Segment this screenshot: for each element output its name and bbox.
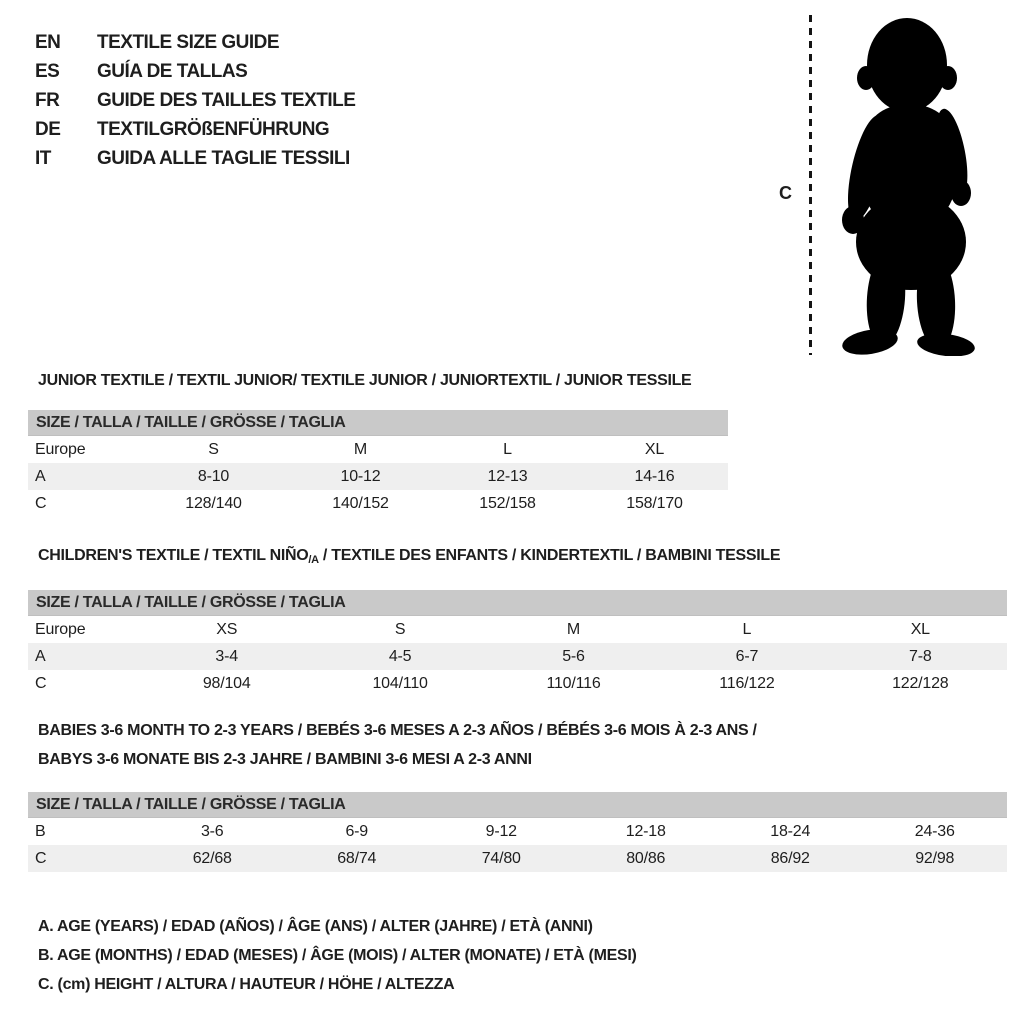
height-cell: 152/158	[479, 494, 536, 512]
height-cell: 86/92	[770, 849, 810, 867]
language-title: TEXTILGRÖßENFÜHRUNG	[97, 118, 330, 140]
height-cell: 122/128	[892, 674, 949, 692]
row-label: C	[35, 849, 47, 867]
language-row-en	[35, 28, 355, 57]
junior-size-table	[28, 410, 728, 517]
language-code: IT	[35, 147, 51, 169]
size-header-bar: SIZE / TALLA / TAILLE / GRÖSSE / TAGLIA	[28, 590, 1007, 616]
height-cell: 110/116	[546, 674, 601, 692]
size-cell: M	[353, 440, 368, 458]
babies-heading-line2: BABYS 3-6 MONATE BIS 2-3 JAHRE / BAMBINI 3-6 MESI A 2-3 ANNI	[38, 751, 532, 768]
height-cell: 158/170	[626, 494, 683, 512]
age-cell: 3-4	[215, 647, 238, 665]
size-header-bar: SIZE / TALLA / TAILLE / GRÖSSE / TAGLIA	[28, 792, 1007, 818]
language-title: TEXTILE SIZE GUIDE	[97, 31, 280, 53]
row-label: C	[35, 494, 47, 512]
table-row-age	[28, 463, 728, 490]
height-cell: 140/152	[332, 494, 389, 512]
language-title: GUIDE DES TAILLES TEXTILE	[97, 89, 356, 111]
language-title: GUIDA ALLE TAGLIE TESSILI	[97, 147, 350, 169]
table-row-age-months	[28, 818, 1007, 845]
children-heading-post: / TEXTILE DES ENFANTS / KINDERTEXTIL / BAMBINI TESSILE	[318, 547, 781, 564]
age-cell: 5-6	[562, 647, 585, 665]
age-cell: 12-18	[625, 822, 666, 840]
babies-size-table	[28, 792, 1007, 872]
age-cell: 6-7	[735, 647, 759, 665]
row-label: Europe	[35, 440, 86, 458]
age-cell: 12-13	[487, 467, 528, 485]
children-heading-pre: CHILDREN'S TEXTILE / TEXTIL NIÑO	[38, 547, 309, 564]
height-cell: 116/122	[719, 674, 775, 692]
table-row-height	[28, 670, 1007, 697]
language-code: FR	[35, 89, 60, 111]
age-cell: 9-12	[485, 822, 517, 840]
row-label: B	[35, 822, 46, 840]
age-cell: 24-36	[914, 822, 955, 840]
language-row-es	[35, 57, 355, 86]
age-cell: 6-9	[345, 822, 369, 840]
age-cell: 8-10	[197, 467, 230, 485]
measurement-legend	[38, 912, 637, 999]
table-row-europe	[28, 436, 728, 463]
height-cell: 74/80	[481, 849, 521, 867]
row-label: C	[35, 674, 47, 692]
age-cell: 4-5	[388, 647, 412, 665]
height-cell: 98/104	[202, 674, 251, 692]
children-section-heading	[38, 541, 780, 572]
babies-section-heading	[38, 716, 757, 774]
table-row-age	[28, 643, 1007, 670]
children-heading-sub: /A	[308, 554, 319, 566]
language-code: DE	[35, 118, 61, 140]
size-cell: S	[208, 440, 219, 458]
language-row-de	[35, 115, 355, 144]
legend-line-b: B. AGE (MONTHS) / EDAD (MESES) / ÂGE (MOIS) / ALTER (MONATE) / ETÀ (MESI)	[38, 947, 637, 964]
height-cell: 128/140	[185, 494, 242, 512]
height-cell: 62/68	[192, 849, 232, 867]
size-cell: XL	[910, 620, 930, 638]
size-cell: XS	[216, 620, 238, 638]
language-list	[35, 28, 355, 173]
babies-heading-line1: BABIES 3-6 MONTH TO 2-3 YEARS / BEBÉS 3-6 MESES A 2-3 AÑOS / BÉBÉS 3-6 MOIS À 2-3 ANS /	[38, 722, 757, 739]
age-cell: 7-8	[909, 647, 932, 665]
size-cell: L	[503, 440, 512, 458]
row-label: Europe	[35, 620, 86, 638]
table-row-height	[28, 845, 1007, 872]
size-header-bar: SIZE / TALLA / TAILLE / GRÖSSE / TAGLIA	[28, 410, 728, 436]
age-cell: 3-6	[200, 822, 224, 840]
language-title: GUÍA DE TALLAS	[97, 60, 248, 82]
size-cell: S	[394, 620, 406, 638]
size-cell: L	[742, 620, 752, 638]
junior-section-heading: JUNIOR TEXTILE / TEXTIL JUNIOR/ TEXTILE JUNIOR / JUNIORTEXTIL / JUNIOR TESSILE	[38, 372, 692, 389]
language-code: EN	[35, 31, 61, 53]
legend-line-c: C. (cm) HEIGHT / ALTURA / HAUTEUR / HÖHE / ALTEZZA	[38, 976, 455, 993]
age-cell: 14-16	[634, 467, 675, 485]
size-cell: M	[566, 620, 581, 638]
height-cell: 68/74	[337, 849, 377, 867]
height-cell: 104/110	[372, 674, 428, 692]
table-row-europe	[28, 616, 1007, 643]
height-dotted-line	[809, 15, 812, 355]
children-size-table	[28, 590, 1007, 697]
height-cell: 80/86	[626, 849, 666, 867]
language-code: ES	[35, 60, 60, 82]
row-label: A	[35, 467, 46, 485]
age-cell: 18-24	[770, 822, 811, 840]
legend-line-a: A. AGE (YEARS) / EDAD (AÑOS) / ÂGE (ANS) / ALTER (JAHRE) / ETÀ (ANNI)	[38, 918, 593, 935]
age-cell: 10-12	[340, 467, 381, 485]
row-label: A	[35, 647, 46, 665]
toddler-silhouette-icon	[820, 10, 986, 356]
height-cell: 92/98	[915, 849, 955, 867]
height-measure-label: C	[779, 183, 792, 203]
language-row-fr	[35, 86, 355, 115]
table-row-height	[28, 490, 728, 517]
size-cell: XL	[644, 440, 665, 458]
language-row-it	[35, 144, 355, 173]
